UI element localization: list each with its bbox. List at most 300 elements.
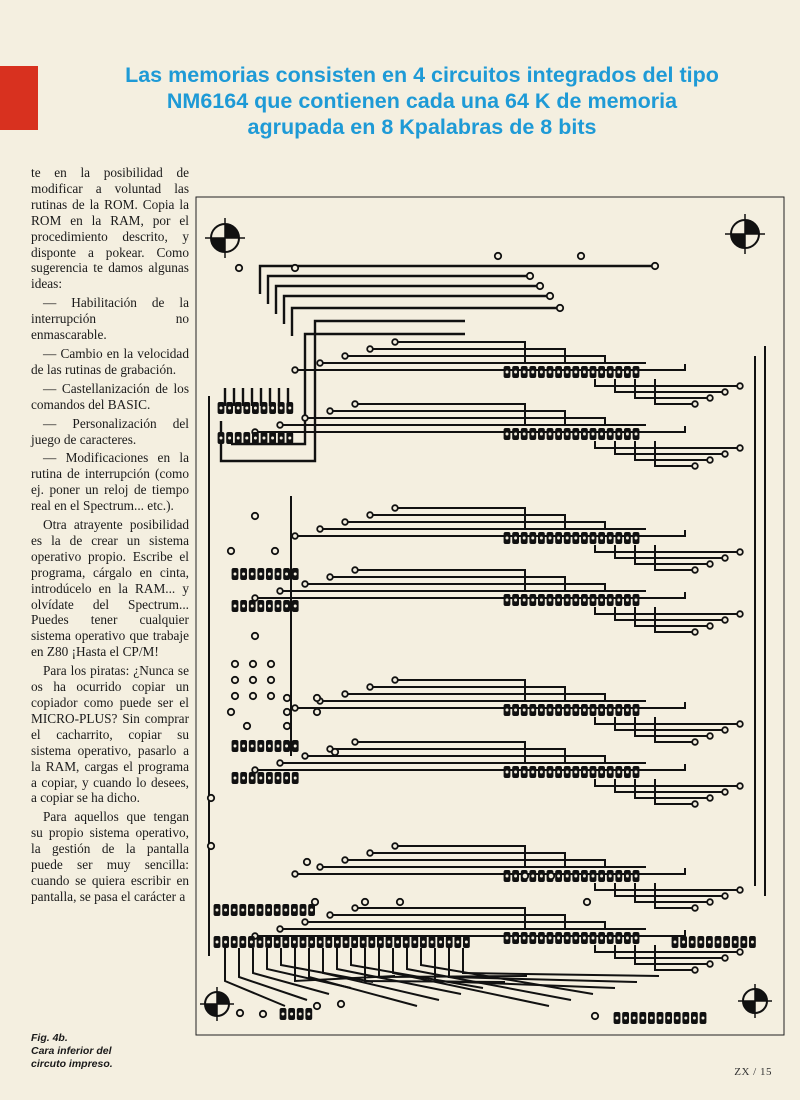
via-pad bbox=[228, 709, 234, 715]
ic-pad-hole bbox=[617, 771, 620, 774]
via-pad bbox=[292, 265, 298, 271]
ic-pad-hole bbox=[228, 437, 231, 440]
via-pad bbox=[692, 567, 698, 573]
via-pad bbox=[277, 760, 283, 766]
ic-pad-hole bbox=[259, 777, 262, 780]
ic-pad-hole bbox=[566, 371, 569, 374]
ic-pad-hole bbox=[259, 745, 262, 748]
figure-caption-line-1: Cara inferior del bbox=[31, 1045, 112, 1057]
ic-pad-hole bbox=[271, 437, 274, 440]
ic-pad-hole bbox=[523, 937, 526, 940]
ic-pad-hole bbox=[609, 433, 612, 436]
via-pad bbox=[260, 1011, 266, 1017]
ic-pad-hole bbox=[635, 371, 638, 374]
ic-pad-hole bbox=[277, 777, 280, 780]
ic-pad-hole bbox=[242, 745, 245, 748]
via-pad bbox=[252, 513, 258, 519]
via-pad bbox=[707, 561, 713, 567]
ic-pad-hole bbox=[626, 771, 629, 774]
headline-line-1: Las memorias consisten en 4 circuitos integrados del tipo bbox=[125, 63, 719, 87]
ic-pad-hole bbox=[635, 875, 638, 878]
ic-pad-hole bbox=[600, 937, 603, 940]
ic-pad-hole bbox=[693, 1017, 696, 1020]
ic-pad-hole bbox=[251, 777, 254, 780]
via-pad bbox=[272, 548, 278, 554]
ic-pad-hole bbox=[285, 745, 288, 748]
via-pad bbox=[557, 305, 563, 311]
via-pad bbox=[352, 567, 358, 573]
ic-pad-hole bbox=[288, 407, 291, 410]
via-pad bbox=[317, 526, 323, 532]
ic-pad-hole bbox=[514, 771, 517, 774]
via-pad bbox=[722, 617, 728, 623]
article-paragraph: Otra atrayente posibilidad es la de crear un sistema operativo propio. Escribe el programa, cárgalo en cinta, introdúcelo en la RAM... y olvídate del Spectrum... Puedes tener cualquier sistema operativo que trabaje en Z80 ¡Hasta el CP/M! bbox=[31, 517, 189, 660]
via-pad bbox=[268, 693, 274, 699]
ic-pad-hole bbox=[540, 771, 543, 774]
via-pad bbox=[692, 463, 698, 469]
ic-pad-hole bbox=[242, 605, 245, 608]
via-pad bbox=[277, 926, 283, 932]
via-pad bbox=[392, 843, 398, 849]
via-pad bbox=[302, 581, 308, 587]
ic-pad-hole bbox=[617, 875, 620, 878]
ic-pad-hole bbox=[574, 771, 577, 774]
via-pad bbox=[392, 505, 398, 511]
ic-pad-hole bbox=[531, 937, 534, 940]
via-pad bbox=[208, 843, 214, 849]
ic-pad-hole bbox=[302, 941, 305, 944]
ic-pad-hole bbox=[609, 537, 612, 540]
copper-trace bbox=[320, 867, 645, 868]
ic-pad-hole bbox=[641, 1017, 644, 1020]
ic-pad-hole bbox=[566, 433, 569, 436]
headline-line-3: agrupada en 8 Kpalabras de 8 bits bbox=[247, 115, 597, 139]
ic-pad-hole bbox=[251, 573, 254, 576]
article-paragraph: Para los piratas: ¿Nunca se os ha ocurrido copiar un copiador como puede ser el MICRO-PLUS? Sin comprar el cacharrito, copiar su sistema operativo, pasarlo a la RAM, cargas el programa a copiar, y cuando lo desees, a copiar se ha dicho. bbox=[31, 663, 189, 806]
ic-pad-hole bbox=[557, 771, 560, 774]
ic-pad-hole bbox=[617, 937, 620, 940]
ic-pad-hole bbox=[388, 941, 391, 944]
via-pad bbox=[327, 912, 333, 918]
ic-pad-hole bbox=[293, 941, 296, 944]
copper-trace bbox=[320, 529, 645, 530]
ic-pad-hole bbox=[370, 941, 373, 944]
ic-pad-hole bbox=[302, 909, 305, 912]
ic-pad-hole bbox=[540, 537, 543, 540]
ic-pad-hole bbox=[592, 937, 595, 940]
via-pad bbox=[367, 346, 373, 352]
ic-pad-hole bbox=[574, 537, 577, 540]
ic-pad-hole bbox=[592, 875, 595, 878]
ic-pad-hole bbox=[566, 537, 569, 540]
copper-trace bbox=[635, 545, 710, 564]
ic-pad-hole bbox=[506, 937, 509, 940]
via-pad bbox=[352, 905, 358, 911]
ic-pad-hole bbox=[242, 777, 245, 780]
ic-pad-hole bbox=[617, 433, 620, 436]
ic-pad-hole bbox=[699, 941, 702, 944]
via-pad bbox=[252, 595, 258, 601]
via-pad bbox=[284, 695, 290, 701]
ic-pad-hole bbox=[574, 937, 577, 940]
figure-caption-line-2: circuto impreso. bbox=[31, 1058, 113, 1070]
copper-trace bbox=[225, 948, 285, 1006]
via-pad bbox=[737, 887, 743, 893]
ic-pad-hole bbox=[566, 937, 569, 940]
via-pad bbox=[236, 265, 242, 271]
ic-pad-hole bbox=[557, 371, 560, 374]
copper-trace bbox=[395, 680, 525, 702]
via-pad bbox=[692, 739, 698, 745]
via-pad bbox=[342, 353, 348, 359]
article-paragraph: — Modificaciones en la rutina de interrupción (como ej. poner un reloj de tiempo real en el Spectrum... etc.). bbox=[31, 450, 189, 514]
ic-pad-hole bbox=[294, 605, 297, 608]
ic-pad-hole bbox=[506, 537, 509, 540]
ic-pad-hole bbox=[293, 909, 296, 912]
ic-pad-hole bbox=[422, 941, 425, 944]
ic-pad-hole bbox=[277, 745, 280, 748]
ic-pad-hole bbox=[277, 573, 280, 576]
ic-pad-hole bbox=[259, 605, 262, 608]
via-pad bbox=[302, 415, 308, 421]
ic-pad-hole bbox=[549, 433, 552, 436]
ic-pad-hole bbox=[506, 371, 509, 374]
ic-pad-hole bbox=[514, 709, 517, 712]
ic-pad-hole bbox=[574, 433, 577, 436]
via-pad bbox=[692, 905, 698, 911]
via-pad bbox=[342, 691, 348, 697]
via-pad bbox=[737, 611, 743, 617]
via-pad bbox=[392, 339, 398, 345]
ic-pad-hole bbox=[557, 433, 560, 436]
ic-pad-hole bbox=[549, 599, 552, 602]
copper-trace bbox=[595, 779, 740, 786]
via-pad bbox=[737, 783, 743, 789]
copper-trace bbox=[395, 508, 525, 530]
ic-pad-hole bbox=[456, 941, 459, 944]
ic-pad-hole bbox=[682, 941, 685, 944]
ic-pad-hole bbox=[268, 605, 271, 608]
ic-pad-hole bbox=[413, 941, 416, 944]
via-pad bbox=[232, 693, 238, 699]
via-pad bbox=[277, 422, 283, 428]
via-pad bbox=[352, 401, 358, 407]
copper-trace bbox=[276, 286, 540, 314]
ic-pad-hole bbox=[574, 875, 577, 878]
ic-pad-hole bbox=[241, 909, 244, 912]
via-pad bbox=[367, 684, 373, 690]
copper-trace bbox=[320, 363, 645, 364]
ic-pad-hole bbox=[617, 537, 620, 540]
via-pad bbox=[252, 633, 258, 639]
ic-pad-hole bbox=[268, 745, 271, 748]
ic-pad-hole bbox=[523, 433, 526, 436]
ic-pad-hole bbox=[251, 745, 254, 748]
via-pad bbox=[277, 588, 283, 594]
via-pad bbox=[522, 873, 528, 879]
registration-marks bbox=[200, 214, 772, 1021]
ic-pad-hole bbox=[583, 937, 586, 940]
ic-pad-hole bbox=[667, 1017, 670, 1020]
via-pad bbox=[208, 795, 214, 801]
ic-pad-hole bbox=[310, 941, 313, 944]
copper-trace bbox=[595, 379, 740, 386]
ic-pad-hole bbox=[531, 771, 534, 774]
ic-pad-hole bbox=[549, 371, 552, 374]
ic-pad-hole bbox=[531, 599, 534, 602]
ic-pad-hole bbox=[294, 745, 297, 748]
via-pad bbox=[327, 574, 333, 580]
ic-pad-hole bbox=[234, 777, 237, 780]
copper-trace bbox=[635, 441, 710, 460]
ic-pad-hole bbox=[250, 909, 253, 912]
ic-pad-hole bbox=[294, 573, 297, 576]
via-pad bbox=[367, 512, 373, 518]
via-pad bbox=[312, 899, 318, 905]
ic-pad-hole bbox=[592, 709, 595, 712]
ic-pad-hole bbox=[600, 371, 603, 374]
ic-pad-hole bbox=[362, 941, 365, 944]
via-pad bbox=[707, 899, 713, 905]
via-pad bbox=[722, 389, 728, 395]
article-paragraph: te en la posibilidad de modificar a voluntad las rutinas de la ROM. Copia la ROM en la RAM, por el procedimiento descrito, y disponte a pokear. Como sugerencia te damos algunas ideas: bbox=[31, 165, 189, 292]
via-pad bbox=[737, 383, 743, 389]
ic-pad-hole bbox=[684, 1017, 687, 1020]
copper-trace bbox=[231, 334, 465, 444]
ic-pad-hole bbox=[566, 875, 569, 878]
ic-pad-hole bbox=[626, 875, 629, 878]
ic-pad-hole bbox=[626, 599, 629, 602]
ic-pad-hole bbox=[600, 875, 603, 878]
ic-pad-hole bbox=[574, 599, 577, 602]
via-pad bbox=[495, 253, 501, 259]
ic-pad-hole bbox=[626, 371, 629, 374]
ic-pad-hole bbox=[506, 709, 509, 712]
ic-pad-hole bbox=[609, 771, 612, 774]
ic-pad-hole bbox=[234, 605, 237, 608]
ic-pad-hole bbox=[635, 709, 638, 712]
ic-pad-hole bbox=[282, 1013, 285, 1016]
via-pad bbox=[292, 871, 298, 877]
copper-trace bbox=[355, 570, 525, 592]
via-pad bbox=[268, 661, 274, 667]
ic-pad-hole bbox=[439, 941, 442, 944]
ic-pad-hole bbox=[626, 937, 629, 940]
via-pad bbox=[707, 623, 713, 629]
ic-pad-hole bbox=[396, 941, 399, 944]
via-pad bbox=[314, 709, 320, 715]
via-pad bbox=[232, 677, 238, 683]
registration-mark-icon bbox=[205, 218, 245, 258]
ic-pad-hole bbox=[626, 537, 629, 540]
via-pad bbox=[302, 753, 308, 759]
ic-pad-hole bbox=[635, 937, 638, 940]
ic-pad-hole bbox=[220, 407, 223, 410]
ic-pad-hole bbox=[734, 941, 737, 944]
ic-pad-hole bbox=[294, 777, 297, 780]
page-number: ZX / 15 bbox=[734, 1066, 772, 1078]
copper-trace bbox=[635, 607, 710, 626]
copper-traces bbox=[209, 266, 765, 1006]
ic-pad-hole bbox=[465, 941, 468, 944]
ic-pad-hole bbox=[549, 709, 552, 712]
copper-trace bbox=[595, 441, 740, 448]
ic-pad-hole bbox=[531, 433, 534, 436]
ic-pad-hole bbox=[742, 941, 745, 944]
via-pad bbox=[707, 795, 713, 801]
via-pad bbox=[284, 709, 290, 715]
via-pad bbox=[737, 721, 743, 727]
copper-trace bbox=[280, 425, 645, 426]
ic-pad-hole bbox=[650, 1017, 653, 1020]
ic-pad-hole bbox=[310, 909, 313, 912]
ic-pad-hole bbox=[583, 709, 586, 712]
copper-trace bbox=[395, 342, 525, 364]
ic-pad-hole bbox=[574, 371, 577, 374]
ic-pad-hole bbox=[345, 941, 348, 944]
ic-pad-hole bbox=[267, 941, 270, 944]
ic-pad-hole bbox=[635, 537, 638, 540]
ic-pad-hole bbox=[514, 875, 517, 878]
via-pad bbox=[352, 739, 358, 745]
copper-trace bbox=[337, 948, 461, 994]
via-pad bbox=[737, 549, 743, 555]
via-pad bbox=[737, 445, 743, 451]
ic-pad-hole bbox=[224, 909, 227, 912]
ic-pad-hole bbox=[617, 599, 620, 602]
ic-pad-hole bbox=[549, 771, 552, 774]
ic-pad-hole bbox=[514, 433, 517, 436]
registration-mark-icon bbox=[725, 214, 765, 254]
ic-pad-hole bbox=[574, 709, 577, 712]
copper-trace bbox=[280, 929, 645, 930]
ic-pad-hole bbox=[609, 709, 612, 712]
copper-trace bbox=[268, 276, 530, 304]
via-pad bbox=[327, 408, 333, 414]
ic-pad-hole bbox=[431, 941, 434, 944]
via-pad bbox=[707, 961, 713, 967]
ic-pad-hole bbox=[617, 709, 620, 712]
via-pad bbox=[342, 857, 348, 863]
ic-pad-hole bbox=[276, 941, 279, 944]
ic-pad-hole bbox=[659, 1017, 662, 1020]
ic-pad-hole bbox=[327, 941, 330, 944]
ic-pad-hole bbox=[216, 909, 219, 912]
ic-pad-hole bbox=[609, 875, 612, 878]
via-pad bbox=[252, 767, 258, 773]
ic-pad-hole bbox=[691, 941, 694, 944]
via-pad bbox=[250, 661, 256, 667]
copper-trace bbox=[595, 883, 740, 890]
article-column bbox=[31, 165, 189, 908]
red-accent-tab bbox=[0, 66, 38, 130]
ic-pad-hole bbox=[592, 599, 595, 602]
via-pad bbox=[692, 967, 698, 973]
ic-pad-hole bbox=[708, 941, 711, 944]
registration-mark-icon bbox=[738, 984, 772, 1018]
via-pad bbox=[584, 899, 590, 905]
via-pad bbox=[652, 263, 658, 269]
ic-pad-hole bbox=[263, 437, 266, 440]
ic-pad-hole bbox=[288, 437, 291, 440]
ic-pad-hole bbox=[245, 437, 248, 440]
via-pad bbox=[707, 457, 713, 463]
ic-pad-hole bbox=[319, 941, 322, 944]
ic-pad-hole bbox=[280, 437, 283, 440]
via-pad bbox=[302, 919, 308, 925]
ic-pad-hole bbox=[583, 875, 586, 878]
article-paragraph: — Castellanización de los comandos del BASIC. bbox=[31, 380, 189, 412]
ic-pad-hole bbox=[717, 941, 720, 944]
ic-pad-hole bbox=[583, 771, 586, 774]
ic-pad-hole bbox=[514, 937, 517, 940]
ic-pad-hole bbox=[290, 1013, 293, 1016]
ic-pad-hole bbox=[237, 407, 240, 410]
ic-pad-hole bbox=[626, 709, 629, 712]
via-pad bbox=[737, 949, 743, 955]
copper-trace bbox=[635, 779, 710, 798]
via-pad bbox=[237, 1010, 243, 1016]
via-pad bbox=[292, 705, 298, 711]
ic-pad-hole bbox=[250, 941, 253, 944]
ic-pad-hole bbox=[216, 941, 219, 944]
via-pad bbox=[292, 367, 298, 373]
ic-pad-hole bbox=[506, 599, 509, 602]
ic-pad-hole bbox=[523, 371, 526, 374]
via-pad bbox=[527, 273, 533, 279]
ic-pad-hole bbox=[600, 599, 603, 602]
ic-pad-hole bbox=[540, 709, 543, 712]
pcb-figure bbox=[195, 196, 785, 1036]
via-pad bbox=[304, 859, 310, 865]
via-pad bbox=[268, 677, 274, 683]
ic-pad-hole bbox=[549, 537, 552, 540]
ic-pad-hole bbox=[600, 537, 603, 540]
via-pad bbox=[342, 519, 348, 525]
copper-trace bbox=[635, 883, 710, 902]
ic-pad-hole bbox=[725, 941, 728, 944]
via-pad bbox=[228, 548, 234, 554]
copper-trace bbox=[355, 742, 525, 764]
via-pad bbox=[367, 850, 373, 856]
ic-pad-hole bbox=[624, 1017, 627, 1020]
ic-pad-hole bbox=[336, 941, 339, 944]
via-pad bbox=[707, 733, 713, 739]
ic-pad-hole bbox=[228, 407, 231, 410]
via-pad bbox=[338, 1001, 344, 1007]
copper-trace bbox=[635, 379, 710, 398]
via-pad bbox=[250, 693, 256, 699]
ic-pad-hole bbox=[379, 941, 382, 944]
ic-pad-hole bbox=[280, 407, 283, 410]
via-pad bbox=[314, 695, 320, 701]
via-pad bbox=[692, 401, 698, 407]
ic-pad-hole bbox=[523, 771, 526, 774]
ic-pad-hole bbox=[626, 433, 629, 436]
ic-pad-hole bbox=[531, 709, 534, 712]
via-pad bbox=[397, 899, 403, 905]
article-paragraph: — Personalización del juego de caracteres. bbox=[31, 415, 189, 447]
ic-pad-hole bbox=[299, 1013, 302, 1016]
ic-pad-hole bbox=[254, 437, 257, 440]
copper-trace bbox=[284, 296, 550, 324]
ic-pad-hole bbox=[674, 941, 677, 944]
ic-pad-hole bbox=[234, 573, 237, 576]
ic-pad-hole bbox=[523, 537, 526, 540]
ic-pad-hole bbox=[600, 433, 603, 436]
registration-mark-icon bbox=[200, 987, 234, 1021]
via-pad bbox=[722, 789, 728, 795]
